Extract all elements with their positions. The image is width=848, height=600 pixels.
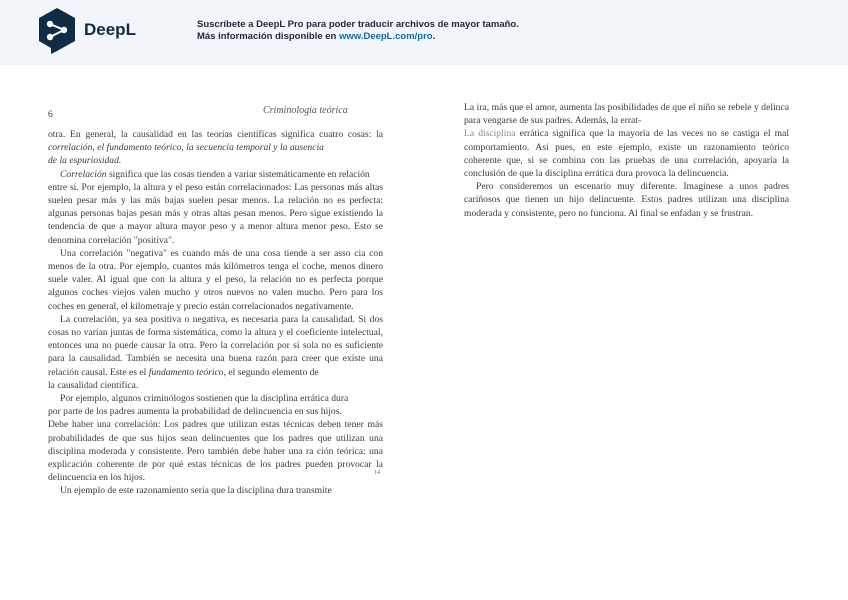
paragraph: Un ejemplo de este razonamiento sería que la disciplina dura transmite [60,485,332,497]
paragraph: de la espuriosidad. [48,155,122,167]
paragraph: otra. En general, la causalidad en las teorías científicas significa cuatro cosas: la correlación, el fundamento teórico, la secuencia temporal y la ausencia [48,129,383,154]
deepl-logo-icon[interactable] [37,7,77,54]
promo-line-1: Suscríbete a DeepL Pro para poder traducir archivos de mayor tamaño. [197,19,519,30]
footnote-marker: 14 [374,470,380,476]
deepl-banner [0,0,848,65]
paragraph: Correlación significa que las cosas tienden a variar sistemáticamente en relación [60,168,370,180]
promo-line-2: Más información disponible en www.DeepL.com/pro. [197,31,436,42]
running-head: Criminología teórica [263,105,348,116]
page-number: 6 [48,110,53,120]
paragraph: La correlación, ya sea positiva o negativa, es necesaria para la causalidad. Si dos cosas no varían juntas de forma sistemática, como la altura y el coeficiente intelectual, entonces una no puede causar la otra. Pero la correlación por sí sola no es suficiente para la causalidad. También se necesita una buena razón para creer que existe una relación causal. Este es el fundamento teórico, el segundo elemento de [48,313,383,378]
deepl-logo-text[interactable]: DeepL [84,20,136,39]
left-column [48,128,383,498]
paragraph: Pero consideremos un escenario muy diferente. Imagínese a unos padres cariñosos que tienen un hijo delincuente. Estos padres utilizan una disciplina moderada y consistente, pero no funciona. Al final se enfadan y se frustran. [464,181,789,219]
paragraph: por parte de los padres aumenta la probabilidad de delincuencia en sus hijos. [48,406,342,418]
paragraph: entre sí. Por ejemplo, la altura y el peso están correlacionados: Las personas más altas suelen pesar más y las más bajas suelen pesar menos. La relación no es perfecta: algunas personas bajas pesan más y otras altas pesan menos. Pero sigue existiendo la tendencia de que a mayor altura mayor peso y a menor altura menor peso. Esto se denomina correlación "positiva". [48,181,383,246]
paragraph: La ira, más que el amor, aumenta las posibilidades de que el niño se rebele y delinca para vengarse de sus padres. Además, la errat- [464,102,789,127]
paragraph: la causalidad científica. [48,379,139,391]
right-column [464,101,789,220]
promo-text [197,19,519,43]
paragraph: Una correlación "negativa" es cuando más de una cosa tiende a ser asso cia con menos de la otra. Por ejemplo, cuantos más kilómetros tenga el coche, menos dinero suele valer. Al igual que con la altura y el peso, la relación no es perfecta porque algunos coches viejos valen mucho y otros nuevos no valen mucho. Pero para los coches en general, el kilometraje y precio están correlacionados negativamente. [48,247,383,312]
paragraph: Debe haber una correlación: Los padres que utilizan estas técnicas deben tener más probabilidades de que sus hijos sean delincuentes que los padres que utilizan una disciplina moderada y consistente. Pero también debe haber una ra ción teórica: una explicación coherente de por qué estas técnicas de los padres pueden provocar la delincuencia en los hijos. [48,419,383,484]
deepl-pro-link[interactable]: www.DeepL.com/pro [339,31,433,42]
paragraph: Por ejemplo, algunos criminólogos sostienen que la disciplina errática dura [60,393,349,405]
paragraph: La disciplina errática significa que la mayoría de las veces no se castiga el mal comportamiento. Así pues, en este ejemplo, existe un razonamiento teórico coherente que, si se combina con las pruebas de una correlación, apoyaría la conclusión de que la disciplina errática dura provoca la delincuencia. [464,128,789,180]
